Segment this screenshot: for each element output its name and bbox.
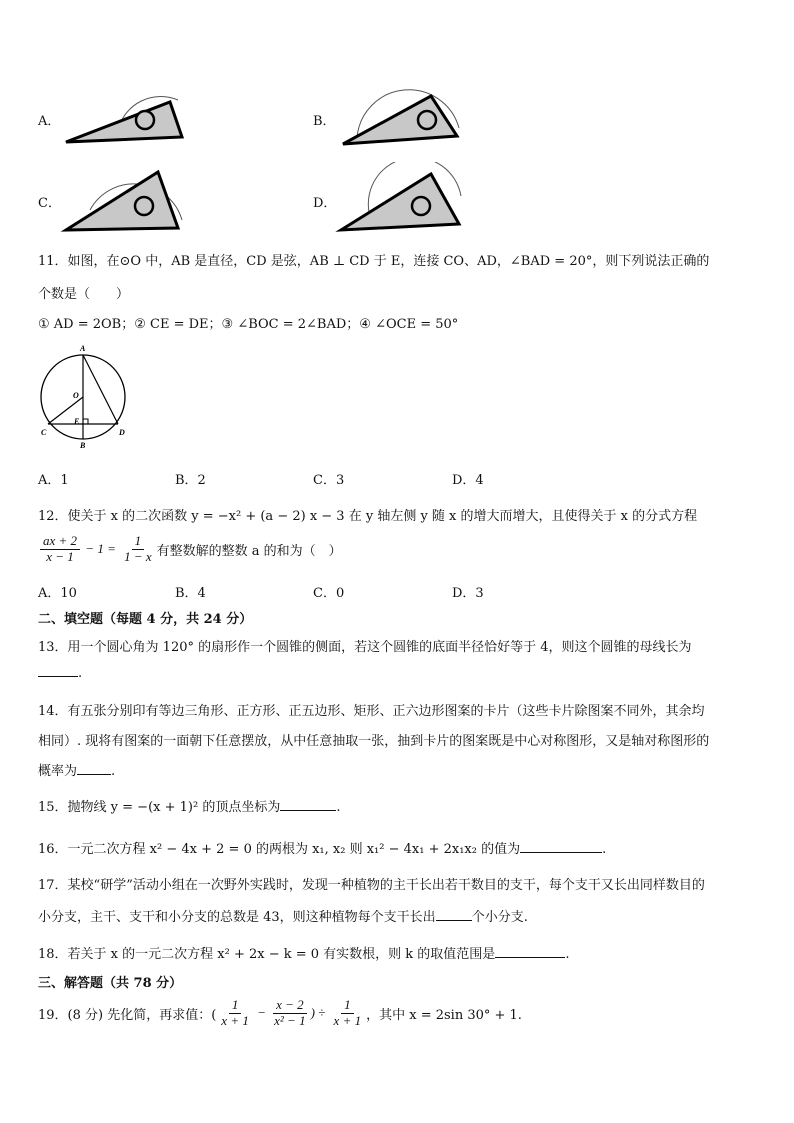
q11-choice-b: B．2 — [175, 473, 206, 488]
q19-frac2-num: x − 2 — [273, 998, 307, 1014]
q14-line3 — [38, 760, 115, 779]
q12-frac2-num: 1 — [132, 534, 145, 550]
q11-circle-figure — [36, 342, 136, 448]
q16-line — [38, 838, 606, 857]
q19-prefix: 19．(8 分) 先化简，再求值：( — [38, 1007, 217, 1023]
q15-end: . — [336, 800, 341, 815]
q15-blank — [280, 798, 336, 811]
q18-end: . — [565, 947, 570, 962]
fig-label-a: A — [80, 344, 86, 353]
option-b-figure — [335, 86, 465, 148]
option-d-label: D． — [313, 196, 337, 211]
q12-choice-a: A．10 — [38, 586, 77, 601]
q12-tail: 有整数解的整数 a 的和为（ ） — [156, 543, 342, 559]
option-c-figure — [60, 162, 190, 236]
q14-line2: 相同）. 现将有图案的一面朝下任意摆放，从中任意抽取一张，抽到卡片的图案既是中心对称图形，又是轴对称图形的 — [38, 734, 710, 749]
q15-line — [38, 796, 340, 815]
fig-label-o: O — [73, 391, 79, 400]
q11-line1: 11．如图，在⊙O 中，AB 是直径，CD 是弦，AB ⊥ CD 于 E，连接 CO、AD，∠BAD = 20°，则下列说法正确的 — [38, 254, 710, 269]
q14-line3-text: 概率为 — [38, 764, 78, 779]
q14-blank — [77, 762, 111, 775]
q19-frac2-den: x² − 1 — [274, 1012, 306, 1028]
q19-frac1 — [218, 998, 252, 1029]
q19-frac3-den: x + 1 — [333, 1012, 362, 1028]
q14-line1: 14．有五张分别印有等边三角形、正方形、正五边形、矩形、正六边形图案的卡片（这些卡片除图案不同外，其余均 — [38, 704, 705, 719]
q19-line — [38, 998, 522, 1029]
q14-end: . — [111, 764, 116, 779]
q18-text: 18．若关于 x 的一元二次方程 x² + 2x − k = 0 有实数根，则 k 的取值范围是 — [38, 947, 496, 962]
q19-frac2 — [271, 998, 308, 1029]
q12-frac1 — [40, 534, 80, 565]
q12-choice-c: C．0 — [313, 586, 345, 601]
q18-line — [38, 943, 569, 962]
q13-line2 — [38, 664, 82, 681]
q18-blank — [495, 945, 565, 958]
q15-text: 15．抛物线 y = −(x + 1)² 的顶点坐标为 — [38, 800, 281, 815]
q11-line3: ① AD = 2OB；② CE = DE；③ ∠BOC = 2∠BAD；④ ∠OCE = 50° — [38, 317, 459, 332]
fig-label-b: B — [80, 441, 86, 448]
q19-frac1-den: x + 1 — [221, 1012, 249, 1028]
q17-line1: 17．某校“研学”活动小组在一次野外实践时，发现一种植物的主干长出若干数目的支干，每个支干又长出同样数目的 — [38, 878, 705, 893]
q12-equation — [38, 534, 342, 565]
q19-frac1-num: 1 — [229, 998, 242, 1014]
q19-frac3-num: 1 — [341, 998, 354, 1014]
q13-line1: 13．用一个圆心角为 120° 的扇形作一个圆锥的侧面，若这个圆锥的底面半径恰好等于 4，则这个圆锥的母线长为 — [38, 640, 692, 655]
section-solution-heading: 三、解答题（共 78 分） — [38, 976, 183, 991]
q19-frac3 — [331, 998, 365, 1029]
q16-text: 16．一元二次方程 x² − 4x + 2 = 0 的两根为 x₁, x₂ 则 x₁² − 4x₁ + 2x₁x₂ 的值为 — [38, 842, 521, 857]
option-a-label: A． — [38, 114, 61, 129]
fig-label-d: D — [119, 428, 125, 437]
q17-blank — [436, 908, 472, 921]
q17-line2 — [38, 906, 528, 925]
q11-line2: 个数是（ ） — [38, 287, 130, 302]
q12-mid: − 1 = — [82, 541, 120, 557]
q12-frac2 — [121, 534, 155, 565]
q12-choice-b: B．4 — [175, 586, 206, 601]
q16-end: . — [602, 842, 607, 857]
option-d-figure — [335, 162, 467, 236]
q19-div: ) ÷ — [310, 1005, 329, 1021]
section-fill-in-heading: 二、填空题（每题 4 分，共 24 分） — [38, 612, 253, 627]
q11-choice-a: A．1 — [38, 473, 69, 488]
q19-minus: − — [253, 1005, 270, 1021]
q11-choice-d: D．4 — [452, 473, 484, 488]
q11-choice-c: C．3 — [313, 473, 345, 488]
q19-tail: ，其中 x = 2sin 30° + 1. — [366, 1007, 522, 1023]
option-a-figure — [60, 90, 190, 150]
fig-label-c: C — [41, 428, 47, 437]
q17-line2a: 小分支，主干、支干和小分支的总数是 43，则这种植物每个支干长出 — [38, 910, 436, 925]
q12-frac1-den: x − 1 — [46, 548, 74, 564]
q13-end: . — [78, 666, 83, 681]
option-b-label: B． — [313, 114, 336, 129]
q12-line1: 12．使关于 x 的二次函数 y = −x² + (a − 2) x − 3 在 y 轴左侧 y 随 x 的增大而增大，且使得关于 x 的分式方程 — [38, 509, 698, 524]
q17-line2b: 个小分支. — [471, 910, 528, 925]
q13-blank — [38, 664, 78, 677]
q12-frac2-den: 1 − x — [124, 548, 152, 564]
option-c-label: C． — [38, 196, 61, 211]
q12-choice-d: D．3 — [452, 586, 484, 601]
q12-frac1-num: ax + 2 — [40, 534, 80, 550]
fig-label-e: E — [74, 417, 80, 426]
q16-blank — [520, 840, 602, 853]
